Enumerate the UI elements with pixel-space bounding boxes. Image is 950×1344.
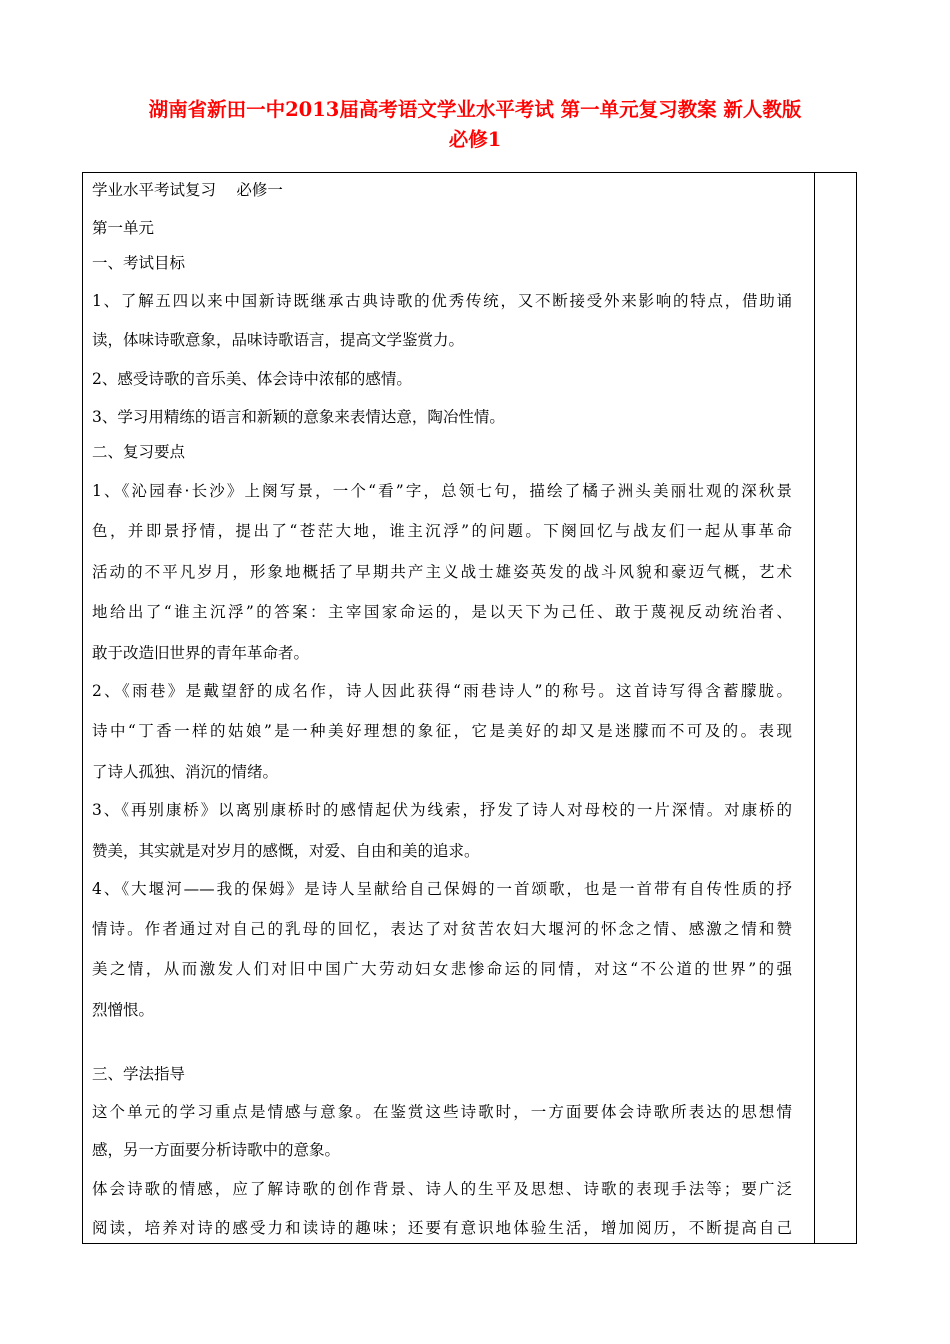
point-3-line-1: 3、《再别康桥》以离别康桥时的感情起伏为线索，抒发了诗人对母校的一片深情。对康桥的	[92, 801, 792, 819]
lesson-table	[82, 172, 857, 1244]
section-heading-goals: 一、考试目标	[92, 254, 186, 272]
document-title-line1: 湖南省新田一中2013届高考语文学业水平考试 第一单元复习教案 新人教版	[148, 98, 802, 121]
goal-1-line-1: 1、了解五四以来中国新诗既继承古典诗歌的优秀传统，又不断接受外来影响的特点，借助诵	[92, 292, 792, 310]
method-2-line-1: 体会诗歌的情感，应了解诗歌的创作背景、诗人的生平及思想、诗歌的表现手法等；要广泛	[92, 1180, 792, 1198]
point-4-line-1: 4、《大堰河——我的保姆》是诗人呈献给自己保姆的一首颂歌，也是一首带有自传性质的抒	[92, 880, 792, 898]
unit-heading: 第一单元	[92, 219, 155, 237]
method-2-line-2: 阅读，培养对诗的感受力和读诗的趣味；还要有意识地体验生活，增加阅历，不断提高自己	[92, 1219, 792, 1237]
table-column-divider	[814, 173, 815, 1243]
point-2-line-2: 诗中“丁香一样的姑娘”是一种美好理想的象征，它是美好的却又是迷朦而不可及的。表现	[92, 722, 792, 740]
document-title-line2: 必修1	[448, 128, 502, 151]
point-1-line-2: 色，并即景抒情，提出了“苍茫大地，谁主沉浮”的问题。下阕回忆与战友们一起从事革命	[92, 522, 792, 540]
point-2-line-1: 2、《雨巷》是戴望舒的成名作，诗人因此获得“雨巷诗人”的称号。这首诗写得含蓄朦胧。	[92, 682, 792, 700]
point-4-line-3: 美之情，从而激发人们对旧中国广大劳动妇女悲惨命运的同情，对这“不公道的世界”的强	[92, 960, 792, 978]
point-4-line-2: 情诗。作者通过对自己的乳母的回忆，表达了对贫苦农妇大堰河的怀念之情、感激之情和赞	[92, 920, 792, 938]
point-2-line-3: 了诗人孤独、消沉的情绪。	[92, 763, 279, 781]
section-heading-review: 二、复习要点	[92, 443, 186, 461]
point-3-line-2: 赞美，其实就是对岁月的感慨，对爱、自由和美的追求。	[92, 842, 480, 860]
point-1-line-1: 1、《沁园春·长沙》上阕写景，一个“看”字，总领七句，描绘了橘子洲头美丽壮观的深秋景	[92, 482, 792, 500]
method-1-line-1: 这个单元的学习重点是情感与意象。在鉴赏这些诗歌时，一方面要体会诗歌所表达的思想情	[92, 1103, 792, 1121]
method-1-line-2: 感，另一方面要分析诗歌中的意象。	[92, 1141, 341, 1159]
point-4-line-4: 烈憎恨。	[92, 1001, 155, 1019]
header-line: 学业水平考试复习 必修一	[92, 181, 283, 199]
goal-2: 2、感受诗歌的音乐美、体会诗中浓郁的感情。	[92, 370, 412, 388]
section-heading-method: 三、学法指导	[92, 1065, 186, 1083]
goal-1-line-2: 读，体味诗歌意象，品味诗歌语言，提高文学鉴赏力。	[92, 331, 465, 349]
point-1-line-5: 敢于改造旧世界的青年革命者。	[92, 644, 310, 662]
point-1-line-3: 活动的不平凡岁月，形象地概括了早期共产主义战士雄姿英发的战斗风貌和豪迈气概，艺术	[92, 563, 792, 581]
point-1-line-4: 地给出了“谁主沉浮”的答案：主宰国家命运的，是以天下为己任、敢于蔑视反动统治者、	[92, 603, 792, 621]
goal-3: 3、学习用精练的语言和新颖的意象来表情达意，陶冶性情。	[92, 408, 505, 426]
